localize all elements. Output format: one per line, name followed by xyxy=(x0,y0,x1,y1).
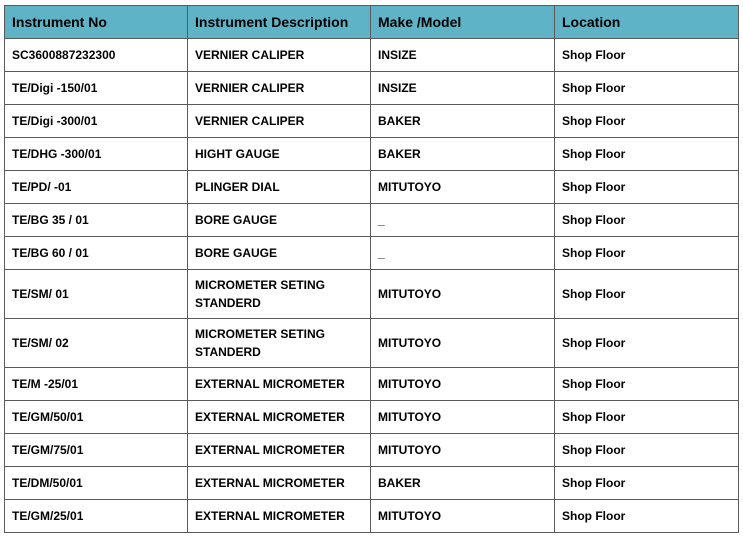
cell-location: Shop Floor xyxy=(555,138,739,171)
table-row xyxy=(5,270,739,319)
cell-instrument-no: TE/BG 35 / 01 xyxy=(5,204,188,237)
table-header-row xyxy=(5,6,739,39)
cell-make-model: MITUTOYO xyxy=(371,319,555,368)
header-instrument-no: Instrument No xyxy=(5,6,188,39)
header-make-model: Make /Model xyxy=(371,6,555,39)
table-row xyxy=(5,467,739,500)
cell-instrument-no: TE/SM/ 01 xyxy=(5,270,188,319)
cell-location: Shop Floor xyxy=(555,434,739,467)
table-row xyxy=(5,319,739,368)
table-row xyxy=(5,500,739,533)
cell-location: Shop Floor xyxy=(555,204,739,237)
cell-instrument-no: TE/GM/75/01 xyxy=(5,434,188,467)
cell-location: Shop Floor xyxy=(555,270,739,319)
cell-instrument-no: TE/PD/ -01 xyxy=(5,171,188,204)
cell-make-model: MITUTOYO xyxy=(371,434,555,467)
cell-location: Shop Floor xyxy=(555,401,739,434)
cell-description: EXTERNAL MICROMETER xyxy=(188,467,371,500)
table-row xyxy=(5,105,739,138)
cell-location: Shop Floor xyxy=(555,237,739,270)
cell-location: Shop Floor xyxy=(555,500,739,533)
cell-make-model: MITUTOYO xyxy=(371,368,555,401)
instrument-table xyxy=(4,5,739,533)
cell-location: Shop Floor xyxy=(555,319,739,368)
cell-make-model: MITUTOYO xyxy=(371,270,555,319)
cell-make-model: _ xyxy=(371,204,555,237)
cell-make-model: BAKER xyxy=(371,138,555,171)
table-row xyxy=(5,171,739,204)
cell-instrument-no: TE/M -25/01 xyxy=(5,368,188,401)
cell-instrument-no: TE/SM/ 02 xyxy=(5,319,188,368)
cell-make-model: BAKER xyxy=(371,105,555,138)
table-row xyxy=(5,39,739,72)
cell-location: Shop Floor xyxy=(555,39,739,72)
cell-description: VERNIER CALIPER xyxy=(188,105,371,138)
table-row xyxy=(5,138,739,171)
cell-description: BORE GAUGE xyxy=(188,237,371,270)
cell-make-model: _ xyxy=(371,237,555,270)
table-row xyxy=(5,401,739,434)
cell-description: VERNIER CALIPER xyxy=(188,39,371,72)
cell-description: BORE GAUGE xyxy=(188,204,371,237)
cell-instrument-no: TE/BG 60 / 01 xyxy=(5,237,188,270)
header-instrument-description: Instrument Description xyxy=(188,6,371,39)
table-row xyxy=(5,434,739,467)
cell-location: Shop Floor xyxy=(555,105,739,138)
cell-instrument-no: TE/DM/50/01 xyxy=(5,467,188,500)
cell-make-model: MITUTOYO xyxy=(371,500,555,533)
cell-instrument-no: TE/DHG -300/01 xyxy=(5,138,188,171)
table-row xyxy=(5,237,739,270)
cell-location: Shop Floor xyxy=(555,171,739,204)
cell-description: EXTERNAL MICROMETER xyxy=(188,368,371,401)
cell-description: MICROMETER SETING STANDERD xyxy=(188,319,371,368)
cell-description: EXTERNAL MICROMETER xyxy=(188,434,371,467)
cell-description: VERNIER CALIPER xyxy=(188,72,371,105)
cell-make-model: INSIZE xyxy=(371,39,555,72)
cell-description: EXTERNAL MICROMETER xyxy=(188,401,371,434)
instrument-table-container xyxy=(4,5,739,533)
cell-make-model: BAKER xyxy=(371,467,555,500)
cell-instrument-no: TE/Digi -300/01 xyxy=(5,105,188,138)
table-row xyxy=(5,72,739,105)
cell-instrument-no: TE/GM/50/01 xyxy=(5,401,188,434)
header-location: Location xyxy=(555,6,739,39)
table-row xyxy=(5,368,739,401)
cell-description: HIGHT GAUGE xyxy=(188,138,371,171)
table-row xyxy=(5,204,739,237)
cell-instrument-no: TE/Digi -150/01 xyxy=(5,72,188,105)
cell-description: PLINGER DIAL xyxy=(188,171,371,204)
cell-instrument-no: SC3600887232300 xyxy=(5,39,188,72)
cell-make-model: INSIZE xyxy=(371,72,555,105)
cell-description: MICROMETER SETING STANDERD xyxy=(188,270,371,319)
cell-instrument-no: TE/GM/25/01 xyxy=(5,500,188,533)
cell-make-model: MITUTOYO xyxy=(371,171,555,204)
cell-location: Shop Floor xyxy=(555,467,739,500)
cell-make-model: MITUTOYO xyxy=(371,401,555,434)
cell-location: Shop Floor xyxy=(555,368,739,401)
cell-description: EXTERNAL MICROMETER xyxy=(188,500,371,533)
cell-location: Shop Floor xyxy=(555,72,739,105)
